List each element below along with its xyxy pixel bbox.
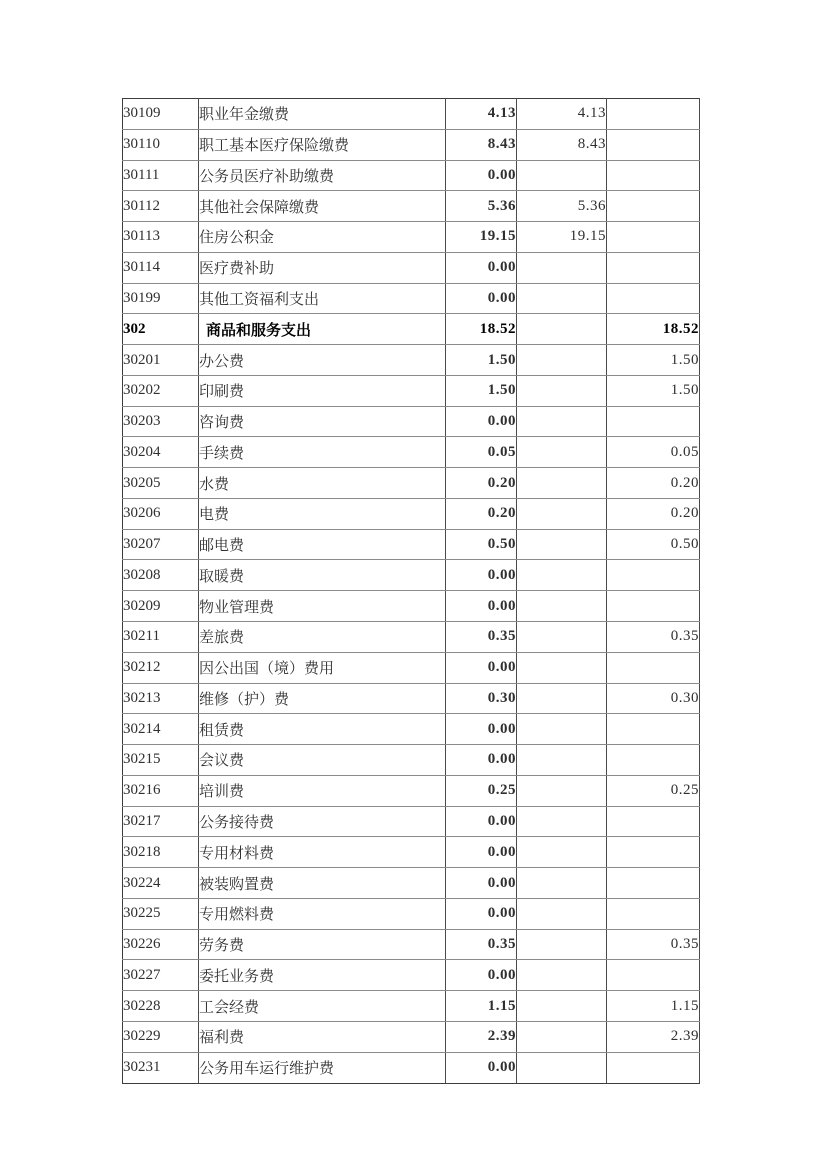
total-amount-cell: 1.50	[446, 375, 517, 406]
amount-a-cell	[517, 745, 607, 776]
subject-code-cell: 30113	[123, 222, 199, 253]
amount-a-cell	[517, 252, 607, 283]
amount-b-cell	[607, 898, 700, 929]
subject-name-cell: 培训费	[199, 775, 446, 806]
table-row	[123, 191, 700, 222]
total-amount-cell: 0.35	[446, 929, 517, 960]
subject-code-cell: 30203	[123, 406, 199, 437]
amount-a-cell	[517, 314, 607, 345]
total-amount-cell: 1.50	[446, 345, 517, 376]
amount-a-cell	[517, 622, 607, 653]
subject-code-cell: 30202	[123, 375, 199, 406]
subject-name-cell: 公务员医疗补助缴费	[199, 160, 446, 191]
amount-a-cell	[517, 837, 607, 868]
total-amount-cell: 0.00	[446, 283, 517, 314]
subject-code-cell: 30215	[123, 745, 199, 776]
amount-b-cell	[607, 591, 700, 622]
table-row	[123, 498, 700, 529]
subject-code-cell: 30225	[123, 898, 199, 929]
subject-name-cell: 公务用车运行维护费	[199, 1052, 446, 1083]
amount-b-cell: 0.05	[607, 437, 700, 468]
table-row	[123, 560, 700, 591]
budget-expenditure-table	[122, 98, 700, 1084]
amount-a-cell	[517, 437, 607, 468]
total-amount-cell: 0.00	[446, 560, 517, 591]
subject-code-cell: 30226	[123, 929, 199, 960]
table-row	[123, 99, 700, 130]
amount-a-cell	[517, 406, 607, 437]
subject-code-cell: 30109	[123, 99, 199, 130]
subject-code-cell: 30110	[123, 129, 199, 160]
table-row	[123, 898, 700, 929]
amount-b-cell: 0.20	[607, 498, 700, 529]
subject-code-cell: 30209	[123, 591, 199, 622]
table-row	[123, 283, 700, 314]
subject-code-cell: 30114	[123, 252, 199, 283]
amount-b-cell: 0.20	[607, 468, 700, 499]
table-row	[123, 406, 700, 437]
total-amount-cell: 0.50	[446, 529, 517, 560]
subject-code-cell: 30229	[123, 1021, 199, 1052]
table-row	[123, 375, 700, 406]
total-amount-cell: 19.15	[446, 222, 517, 253]
subject-code-cell: 30199	[123, 283, 199, 314]
subject-name-cell: 其他工资福利支出	[199, 283, 446, 314]
amount-b-cell: 1.50	[607, 345, 700, 376]
table-row	[123, 437, 700, 468]
amount-b-cell	[607, 560, 700, 591]
subject-code-cell: 30216	[123, 775, 199, 806]
subject-name-cell: 住房公积金	[199, 222, 446, 253]
amount-a-cell	[517, 683, 607, 714]
subject-name-cell: 委托业务费	[199, 960, 446, 991]
total-amount-cell: 4.13	[446, 99, 517, 130]
amount-b-cell: 2.39	[607, 1021, 700, 1052]
amount-b-cell: 0.35	[607, 622, 700, 653]
amount-a-cell	[517, 468, 607, 499]
amount-a-cell: 8.43	[517, 129, 607, 160]
total-amount-cell: 1.15	[446, 991, 517, 1022]
subject-code-cell: 30207	[123, 529, 199, 560]
total-amount-cell: 0.20	[446, 498, 517, 529]
amount-a-cell: 5.36	[517, 191, 607, 222]
subject-name-cell: 其他社会保障缴费	[199, 191, 446, 222]
amount-a-cell	[517, 160, 607, 191]
amount-b-cell	[607, 868, 700, 899]
amount-b-cell: 1.15	[607, 991, 700, 1022]
subject-name-cell: 公务接待费	[199, 806, 446, 837]
amount-a-cell	[517, 560, 607, 591]
subject-code-cell: 30201	[123, 345, 199, 376]
subject-name-cell: 租赁费	[199, 714, 446, 745]
total-amount-cell: 0.00	[446, 837, 517, 868]
amount-a-cell	[517, 529, 607, 560]
total-amount-cell: 0.00	[446, 252, 517, 283]
subject-code-cell: 302	[123, 314, 199, 345]
table-row	[123, 1021, 700, 1052]
amount-b-cell	[607, 283, 700, 314]
table-row	[123, 129, 700, 160]
total-amount-cell: 0.00	[446, 806, 517, 837]
table-row	[123, 775, 700, 806]
amount-b-cell: 0.35	[607, 929, 700, 960]
subject-code-cell: 30111	[123, 160, 199, 191]
amount-a-cell	[517, 775, 607, 806]
amount-b-cell	[607, 837, 700, 868]
total-amount-cell: 0.35	[446, 622, 517, 653]
total-amount-cell: 0.00	[446, 960, 517, 991]
table-row	[123, 160, 700, 191]
amount-a-cell	[517, 375, 607, 406]
total-amount-cell: 2.39	[446, 1021, 517, 1052]
total-amount-cell: 0.00	[446, 745, 517, 776]
amount-b-cell	[607, 222, 700, 253]
total-amount-cell: 5.36	[446, 191, 517, 222]
table-row	[123, 529, 700, 560]
amount-b-cell: 1.50	[607, 375, 700, 406]
subject-code-cell: 30213	[123, 683, 199, 714]
amount-a-cell	[517, 652, 607, 683]
amount-b-cell	[607, 99, 700, 130]
subject-name-cell: 印刷费	[199, 375, 446, 406]
total-amount-cell: 0.00	[446, 652, 517, 683]
table-row	[123, 1052, 700, 1083]
table-row	[123, 652, 700, 683]
subject-name-cell: 差旅费	[199, 622, 446, 653]
subject-code-cell: 30212	[123, 652, 199, 683]
amount-b-cell	[607, 160, 700, 191]
subject-name-cell: 商品和服务支出	[199, 314, 446, 345]
subject-name-cell: 劳务费	[199, 929, 446, 960]
table-row	[123, 622, 700, 653]
amount-a-cell	[517, 898, 607, 929]
subject-code-cell: 30214	[123, 714, 199, 745]
amount-b-cell: 0.25	[607, 775, 700, 806]
subject-code-cell: 30224	[123, 868, 199, 899]
total-amount-cell: 0.05	[446, 437, 517, 468]
amount-a-cell	[517, 345, 607, 376]
subject-name-cell: 电费	[199, 498, 446, 529]
amount-b-cell	[607, 406, 700, 437]
subject-name-cell: 手续费	[199, 437, 446, 468]
subject-name-cell: 工会经费	[199, 991, 446, 1022]
amount-b-cell	[607, 745, 700, 776]
subject-name-cell: 取暖费	[199, 560, 446, 591]
subject-name-cell: 医疗费补助	[199, 252, 446, 283]
total-amount-cell: 8.43	[446, 129, 517, 160]
amount-b-cell	[607, 714, 700, 745]
table-row	[123, 991, 700, 1022]
amount-a-cell: 4.13	[517, 99, 607, 130]
amount-a-cell	[517, 283, 607, 314]
amount-b-cell	[607, 129, 700, 160]
amount-b-cell	[607, 652, 700, 683]
total-amount-cell: 0.00	[446, 406, 517, 437]
subject-name-cell: 专用燃料费	[199, 898, 446, 929]
total-amount-cell: 0.00	[446, 898, 517, 929]
total-amount-cell: 0.30	[446, 683, 517, 714]
amount-a-cell	[517, 591, 607, 622]
subject-name-cell: 咨询费	[199, 406, 446, 437]
amount-a-cell	[517, 806, 607, 837]
subject-code-cell: 30227	[123, 960, 199, 991]
table-row	[123, 222, 700, 253]
amount-a-cell	[517, 714, 607, 745]
table-row	[123, 714, 700, 745]
table-row	[123, 806, 700, 837]
table-row	[123, 868, 700, 899]
subject-name-cell: 水费	[199, 468, 446, 499]
amount-b-cell	[607, 806, 700, 837]
amount-a-cell	[517, 1021, 607, 1052]
amount-a-cell	[517, 498, 607, 529]
amount-a-cell	[517, 1052, 607, 1083]
table-row	[123, 468, 700, 499]
subject-name-cell: 职业年金缴费	[199, 99, 446, 130]
amount-b-cell	[607, 960, 700, 991]
total-amount-cell: 18.52	[446, 314, 517, 345]
subject-name-cell: 福利费	[199, 1021, 446, 1052]
subject-name-cell: 职工基本医疗保险缴费	[199, 129, 446, 160]
amount-a-cell	[517, 960, 607, 991]
table-body	[123, 99, 700, 1084]
amount-b-cell	[607, 1052, 700, 1083]
table-row	[123, 960, 700, 991]
subject-code-cell: 30228	[123, 991, 199, 1022]
amount-a-cell: 19.15	[517, 222, 607, 253]
subject-name-cell: 因公出国（境）费用	[199, 652, 446, 683]
amount-a-cell	[517, 868, 607, 899]
amount-b-cell	[607, 191, 700, 222]
table-row	[123, 683, 700, 714]
table-row	[123, 745, 700, 776]
table-row	[123, 929, 700, 960]
subject-name-cell: 办公费	[199, 345, 446, 376]
amount-a-cell	[517, 991, 607, 1022]
subject-name-cell: 物业管理费	[199, 591, 446, 622]
subject-code-cell: 30218	[123, 837, 199, 868]
total-amount-cell: 0.00	[446, 591, 517, 622]
amount-b-cell: 0.50	[607, 529, 700, 560]
subject-code-cell: 30205	[123, 468, 199, 499]
table-row	[123, 314, 700, 345]
subject-name-cell: 专用材料费	[199, 837, 446, 868]
table-row	[123, 837, 700, 868]
total-amount-cell: 0.00	[446, 1052, 517, 1083]
table-row	[123, 591, 700, 622]
table-row	[123, 345, 700, 376]
subject-code-cell: 30211	[123, 622, 199, 653]
total-amount-cell: 0.25	[446, 775, 517, 806]
total-amount-cell: 0.00	[446, 714, 517, 745]
total-amount-cell: 0.20	[446, 468, 517, 499]
amount-a-cell	[517, 929, 607, 960]
amount-b-cell	[607, 252, 700, 283]
subject-code-cell: 30208	[123, 560, 199, 591]
subject-code-cell: 30206	[123, 498, 199, 529]
subject-name-cell: 被装购置费	[199, 868, 446, 899]
total-amount-cell: 0.00	[446, 868, 517, 899]
amount-b-cell: 18.52	[607, 314, 700, 345]
subject-name-cell: 邮电费	[199, 529, 446, 560]
subject-code-cell: 30217	[123, 806, 199, 837]
table-row	[123, 252, 700, 283]
subject-code-cell: 30112	[123, 191, 199, 222]
total-amount-cell: 0.00	[446, 160, 517, 191]
subject-code-cell: 30231	[123, 1052, 199, 1083]
amount-b-cell: 0.30	[607, 683, 700, 714]
subject-name-cell: 会议费	[199, 745, 446, 776]
subject-code-cell: 30204	[123, 437, 199, 468]
subject-name-cell: 维修（护）费	[199, 683, 446, 714]
